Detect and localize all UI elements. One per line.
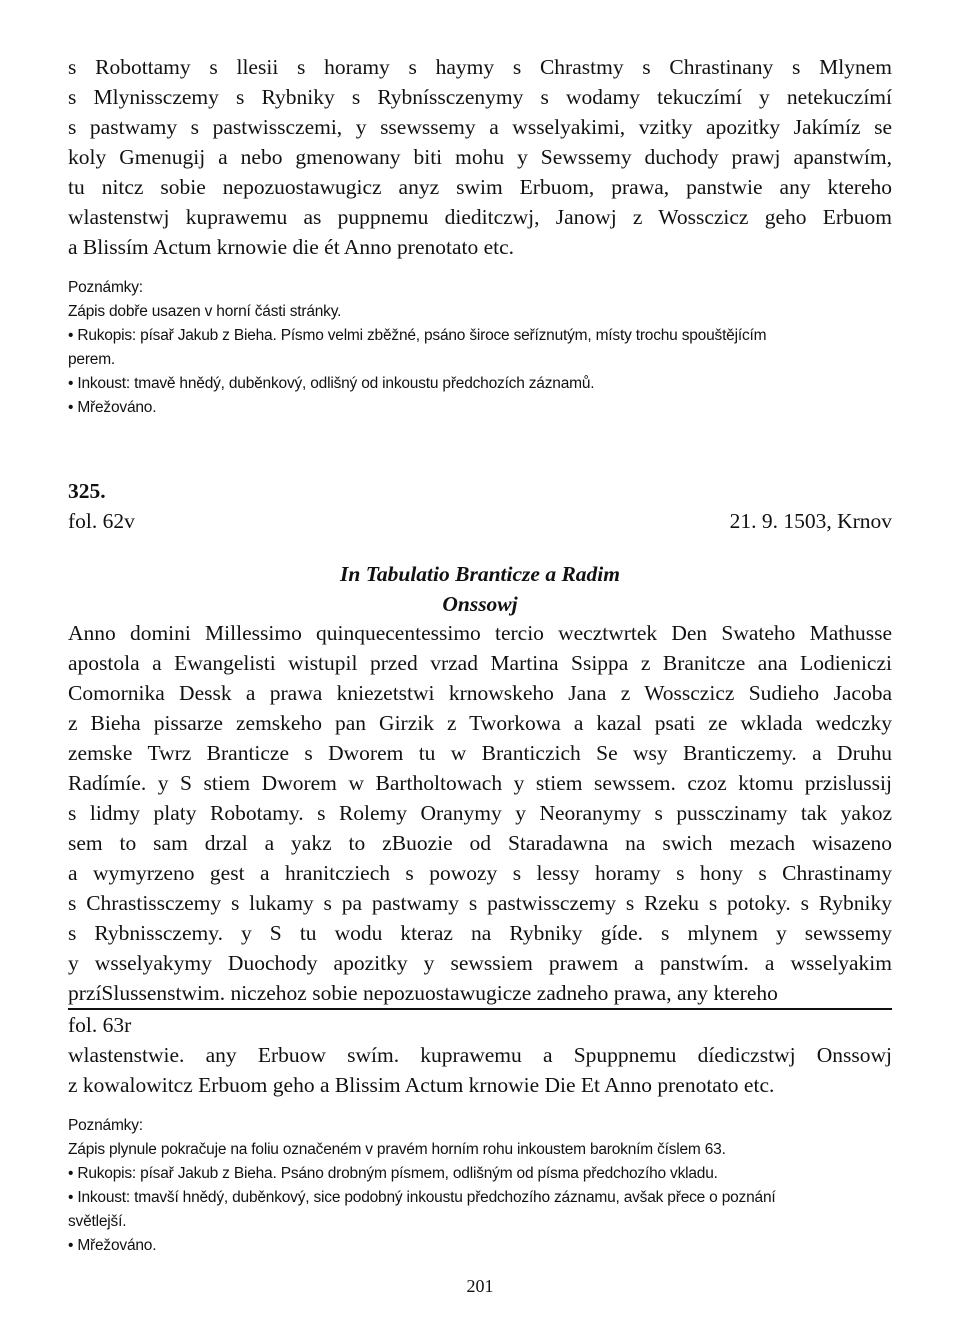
text-line: z kowalowitcz Erbuom geho a Blissim Actum krnowie Die Et Anno prenotato etc. <box>68 1073 775 1097</box>
note-line: • Mřežováno. <box>68 1237 157 1254</box>
text-line: wlastenstwie. any Erbuow swím. kuprawemu a Spuppnemu díediczstwj Onssowj <box>68 1043 892 1067</box>
note-line: světlejší. <box>68 1213 127 1230</box>
text-line: tu nitcz sobie nepozuostawugicz anyz swim Erbuom, prawa, panstwie any ktereho <box>68 175 892 199</box>
entry-number: 325. <box>68 479 106 503</box>
entry-title <box>68 560 892 618</box>
note-line: • Inkoust: tmavší hnědý, duběnkový, sice podobný inkoustu předchozího záznamu, avšak přece o poznání <box>68 1189 776 1206</box>
entry-title-line-1: In Tabulatio Branticze a Radim <box>340 562 620 586</box>
note-line: Zápis dobře usazen v horní části stránky. <box>68 303 342 320</box>
note-line: • Inkoust: tmavě hnědý, duběnkový, odlišný od inkoustu předchozích záznamů. <box>68 375 595 392</box>
note-line: • Mřežováno. <box>68 399 157 416</box>
text-block-1 <box>68 52 892 262</box>
text-line: wlastenstwj kuprawemu as puppnemu dieditczwj, Janowj z Wossczicz geho Erbuom <box>68 205 892 229</box>
page-content <box>68 52 892 1258</box>
note-line: • Rukopis: písař Jakub z Bieha. Písmo velmi zběžné, psáno široce seříznutým, místy trochu spouštějícím <box>68 327 767 344</box>
entry-date-place: 21. 9. 1503, Krnov <box>729 509 892 533</box>
text-line: y wsselyakymy Duochody apozitky y sewssiem prawem a panstwím. a wsselyakim <box>68 951 892 975</box>
text-line: a Blissím Actum krnowie die ét Anno prenotato etc. <box>68 235 515 259</box>
text-line: s pastwamy s pastwissczemi, y ssewssemy a wsselyakimi, vzitky apozitky Jakímíz se <box>68 115 892 139</box>
note-line: • Rukopis: písař Jakub z Bieha. Psáno drobným písmem, odlišným od písma předchozího vkladu. <box>68 1165 718 1182</box>
text-line: z Bieha pissarze zemskeho pan Girzik z Tworkowa a kazal psati ze wklada wedczky <box>68 711 892 735</box>
text-line: zemske Twrz Branticze s Dworem tu w Branticzich Se wsy Branticzemy. a Druhu <box>68 741 892 765</box>
text-block-3 <box>68 1040 892 1100</box>
text-line: Anno domini Millessimo quinquecentessimo tercio wecztwrtek Den Swateho Mathusse <box>68 621 892 645</box>
text-line: przíSlussenstwim. niczehoz sobie nepozuostawugicze zadneho prawa, any ktereho <box>68 981 778 1005</box>
text-line: a wymyrzeno gest a hranitcziech s powozy s lessy horamy s hony s Chrastinamy <box>68 861 892 885</box>
notes-block-2 <box>68 1114 892 1258</box>
text-line: koly Gmenugij a nebo gmenowany biti mohu y Sewssemy duchody prawj apanstwím, <box>68 145 892 169</box>
note-line: Zápis plynule pokračuje na foliu označeném v pravém horním rohu inkoustem barokním číslem 63. <box>68 1141 726 1158</box>
text-line: s Chrastissczemy s lukamy s pa pastwamy s pastwissczemy s Rzeku s potoky. s Rybniky <box>68 891 892 915</box>
text-line: apostola a Ewangelisti wistupil przed vrzad Martina Ssippa z Branitcze ana Lodieniczi <box>68 651 892 675</box>
notes-heading: Poznámky: <box>68 1117 143 1134</box>
entry-folio: fol. 62v <box>68 509 135 533</box>
text-line: s Mlynissczemy s Rybniky s Rybníssczenymy s wodamy tekuczímí y netekuczímí <box>68 85 892 109</box>
page-number: 201 <box>466 1276 494 1296</box>
notes-heading: Poznámky: <box>68 279 143 296</box>
text-line: sem to sam drzal a yakz to zBuozie od Staradawna na swich mezach wisazeno <box>68 831 892 855</box>
notes-block-1 <box>68 276 892 420</box>
text-line: s Rybnissczemy. y S tu wodu kteraz na Rybniky gíde. s mlynem y sewssemy <box>68 921 892 945</box>
text-line: s Robottamy s llesii s horamy s haymy s Chrastmy s Chrastinany s Mlynem <box>68 55 892 79</box>
text-block-2 <box>68 618 892 1008</box>
entry-folio-row <box>68 506 892 536</box>
text-line: s lidmy platy Robotamy. s Rolemy Oranymy y Neoranymy s pussczinamy tak yakoz <box>68 801 892 825</box>
folio-break <box>68 1010 892 1040</box>
text-line: Comornika Dessk a prawa kniezetstwi krnowskeho Jana z Wossczicz Sudieho Jacoba <box>68 681 892 705</box>
note-line: perem. <box>68 351 116 368</box>
text-line: Radímíe. y S stiem Dworem w Bartholtowach y stiem sewssem. czoz ktomu przislussij <box>68 771 892 795</box>
entry-title-line-2: Onssowj <box>442 592 518 616</box>
folio-break-label: fol. 63r <box>68 1013 132 1037</box>
